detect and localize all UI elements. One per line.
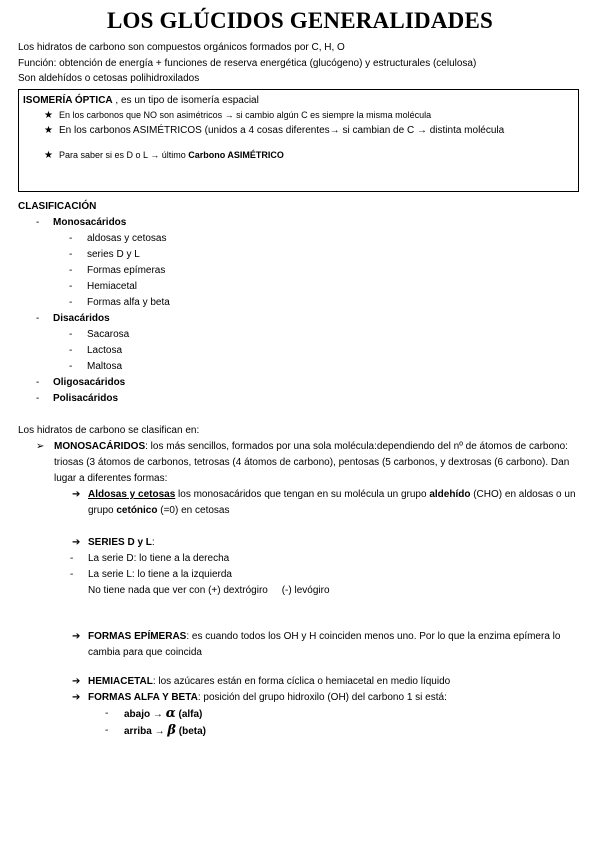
serie-d-line: - La serie D: lo tiene a la derecha — [70, 553, 230, 564]
list-item-monosacaridos: - Monosacáridos — [36, 217, 127, 228]
list-item: - Sacarosa — [69, 329, 130, 340]
list-item: - series D y L — [69, 249, 140, 260]
beta-line: - arriba → β (beta) — [105, 723, 207, 738]
box-star-text-3: Para saber si es D o L → último — [59, 150, 189, 160]
box-star-bold-3: Carbono ASIMÉTRICO — [188, 150, 284, 160]
list-item: - Hemiacetal — [69, 281, 138, 292]
formas-epimeras-item: ➔ FORMAS EPÍMERAS: es cuando todos los OH y H coinciden menos uno. Por lo que la enzima epímera lo cambia para que coincida — [72, 631, 561, 658]
star-icon: ★ — [44, 150, 53, 161]
list-item-disacaridos: - Disacáridos — [36, 313, 110, 324]
arrow-icon: → — [154, 726, 165, 737]
arrow-icon: ➔ — [72, 692, 81, 703]
box-star-item-3 — [23, 148, 574, 163]
monosaccharides-section — [18, 423, 583, 740]
list-item: - Formas alfa y beta — [69, 297, 170, 308]
box-star-text-2: En los carbonos ASIMÉTRICOS (unidos a 4 cosas diferentes→ si cambian de C → distinta molécula — [59, 125, 505, 136]
list-item-polisacaridos: - Polisacáridos — [36, 393, 119, 404]
monosacaridos-paragraph: ➢ MONOSACÁRIDOS: los más sencillos, formados por una sola molécula:dependiendo del nº de átomos de carbono: triosas (3 átomos de carbonos, tetrosas (4 átomos de carbono), pentosas (5 carbonos, y dextrosas (6 carbono). Dan lugar a diferentes formas: — [36, 441, 570, 484]
classification-list — [18, 199, 588, 407]
beta-symbol: β — [167, 723, 176, 738]
document-title: LOS GLÚCIDOS GENERALIDADES — [106, 8, 494, 33]
classification-heading: CLASIFICACIÓN — [18, 201, 97, 212]
box-star-item-1 — [23, 108, 574, 123]
optical-isomerism-box — [18, 89, 579, 192]
intro-line-composition: Los hidratos de carbono son compuestos orgánicos formados por C, H, O — [18, 42, 345, 53]
serie-l-line: - La serie L: lo tiene a la izquierda — [70, 569, 232, 580]
arrow-icon: ➔ — [72, 537, 81, 548]
star-icon: ★ — [44, 110, 53, 121]
series-dl-item: ➔ SERIES D y L: — [18, 535, 583, 551]
aldosas-cetosas-item: ➔ Aldosas y cetosas los monosacáridos que tengan en su molécula un grupo aldehído (CHO) en aldosas o un grupo cetónico (=0) en cetosas — [72, 489, 576, 516]
arrowhead-icon: ➢ — [36, 441, 45, 452]
alfa-line: - abajo → α (alfa) — [105, 706, 203, 721]
intro-line-function: Función: obtención de energía + funciones de reserva energética (glucógeno) y estructurales (celulosa) — [18, 57, 477, 69]
box-title — [23, 93, 574, 108]
list-item-oligosacaridos: - Oligosacáridos — [36, 377, 126, 388]
box-title-rest: , es un tipo de isomería espacial — [112, 95, 259, 106]
intro-paragraphs — [18, 40, 588, 87]
section-lead: Los hidratos de carbono se clasifican en: — [18, 425, 200, 436]
list-item: - aldosas y cetosas — [69, 233, 167, 244]
formas-alfa-beta-item: ➔ FORMAS ALFA Y BETA: posición del grupo hidroxilo (OH) del carbono 1 si está: — [18, 690, 583, 706]
dextrogiro-note: No tiene nada que ver con (+) dextrógiro (-) levógiro — [88, 585, 330, 596]
star-icon: ★ — [44, 125, 53, 136]
list-item: - Formas epímeras — [69, 265, 166, 276]
arrow-icon: ➔ — [72, 676, 81, 687]
arrow-icon: → — [152, 709, 163, 720]
intro-line-definition: Son aldehídos o cetosas polihidroxilados — [18, 73, 200, 84]
box-title-bold: ISOMERÍA ÓPTICA — [23, 95, 113, 106]
box-star-item-2 — [23, 123, 574, 138]
list-item: - Maltosa — [69, 361, 123, 372]
alpha-symbol: α — [165, 706, 176, 721]
arrow-icon: ➔ — [72, 489, 81, 500]
list-item: - Lactosa — [69, 345, 123, 356]
hemiacetal-item: ➔ HEMIACETAL: los azúcares están en forma cíclica o hemiacetal en medio líquido — [18, 674, 583, 690]
box-star-text-1: En los carbonos que NO son asimétricos → si cambio algún C es siempre la misma molécula — [59, 110, 432, 120]
arrow-icon: ➔ — [72, 631, 81, 642]
